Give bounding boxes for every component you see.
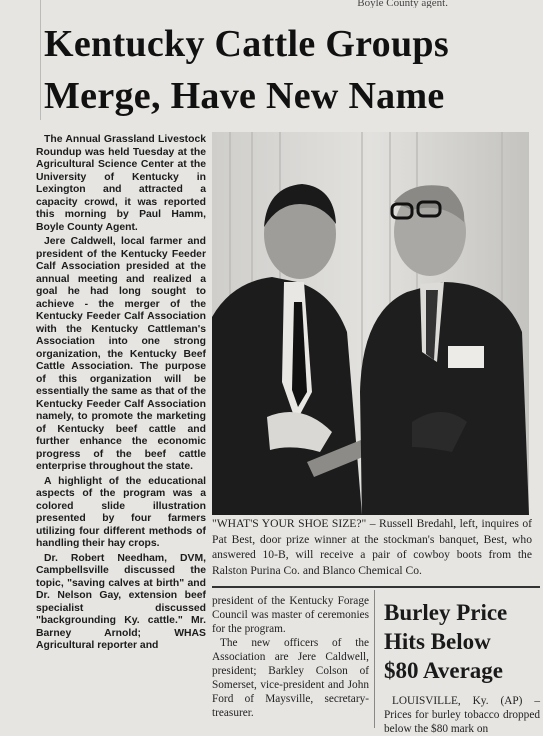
news-photo [212,132,529,515]
article-paragraph: president of the Kentucky Forage Council was master of ceremonies for the program. [212,595,369,635]
margin-rule [40,0,41,120]
photo-illustration [212,132,529,515]
article-headline [44,18,534,122]
burley-headline [384,598,540,685]
article-paragraph: LOUISVILLE, Ky. (AP) – Prices for burley tobacco dropped below the $80 mark on [384,695,540,735]
article-left-column [36,134,206,653]
burley-article [384,694,540,736]
burley-headline-line-3: $80 Average [384,658,504,683]
photo-caption: "WHAT'S YOUR SHOE SIZE?" – Russell Bredahl, left, inquires of Pat Best, door prize winner at the stockman's banquet, Best, who answered 10-B, will receive a pair of cowboy boots from the Ralston Purina Co. and Blanco Chemical Co. [212,517,532,577]
article-paragraph: Jere Caldwell, local farmer and president of the Kentucky Feeder Calf Association presided at the annual meeting and realized a goal he had long sought to achieve - the merger of the Kentucky Feeder Calf Association with the Kentucky Cattleman's Association into one strong organization, the Kentucky Beef Cattle Association. The purpose of this organization will be essentially the same as that of the Kentucky Feeder Calf Association namely, to promote the marketing of Kentucky beef cattle and further enhance the economic progress of the beef cattle enterprise throughout the state. [36,236,206,472]
article-paragraph: A highlight of the educational aspects of the program was a colored slide illustration presented by four farmers utilizing four different methods of handling their hay crops. [36,475,206,549]
section-rule [212,586,540,588]
burley-headline-line-1: Burley Price [384,600,508,625]
headline-line-2: Merge, Have New Name [44,75,445,117]
article-paragraph: The Annual Grassland Livestock Roundup was held Tuesday at the Agricultural Science Center at the University of Kentucky in Lexington and attracted a capacity crowd, it was reported this morning by Paul Hamm, Boyle County Agent. [36,134,206,233]
article-paragraph: Dr. Robert Needham, DVM, Campbellsville discussed the topic, "saving calves at birth" and Dr. Nelson Gay, extension beef specialist discussed "backgrounding Ky. cattle." Mr. Barney Arnold; WHAS Agricultural reporter and [36,552,206,651]
headline-line-1: Kentucky Cattle Groups [44,23,449,65]
burley-headline-line-2: Hits Below [384,629,491,654]
column-rule [374,590,375,728]
article-paragraph: The new officers of the Association are Jere Caldwell, president; Barkley Colson of Somerset, vice-president and John Ford of Maysville, secretary-treasurer. [212,637,369,719]
cut-off-top-text: Boyle County agent. [357,0,448,8]
article-middle-column [212,594,369,720]
